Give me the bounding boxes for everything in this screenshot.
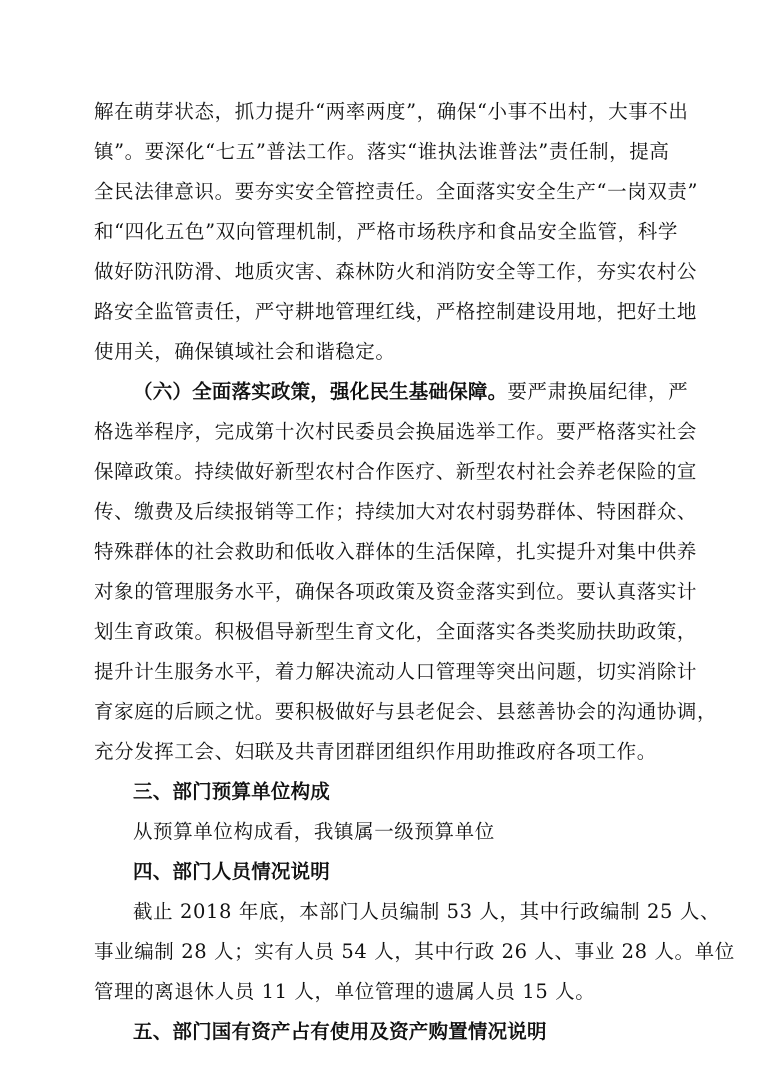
paragraph-line: 使用关，确保镇域社会和谐稳定。	[94, 340, 396, 363]
section-3-body: 从预算单位构成看，我镇属一级预算单位	[133, 820, 495, 843]
paragraph-line: 对象的管理服务水平，确保各项政策及资金落实到位。要认真落实计	[94, 580, 698, 603]
section-6-heading: （六）全面落实政策，强化民生基础保障。	[133, 380, 508, 403]
paragraph-line: 路安全监管责任，严守耕地管理红线，严格控制建设用地，把好土地	[94, 300, 698, 323]
paragraph-line: 解在萌芽状态，抓力提升“两率两度”，确保“小事不出村，大事不出	[94, 100, 689, 123]
paragraph-line: 育家庭的后顾之忧。要积极做好与县老促会、县慈善协会的沟通协调，	[94, 700, 718, 723]
section-6-first-line	[133, 377, 733, 407]
paragraph-line: 保障政策。持续做好新型农村合作医疗、新型农村社会养老保险的宣	[94, 460, 698, 483]
paragraph-line: 事业编制 28 人；实有人员 54 人，其中行政 26 人、事业 28 人。单位	[94, 940, 735, 963]
paragraph-line: 全民法律意识。要夯实安全管控责任。全面落实安全生产“一岗双责”	[94, 180, 699, 203]
paragraph-line: 提升计生服务水平，着力解决流动人口管理等突出问题，切实消除计	[94, 660, 698, 683]
paragraph-line: 做好防汛防滑、地质灾害、森林防火和消防安全等工作，夯实农村公	[94, 260, 698, 283]
paragraph-line: 管理的离退休人员 11 人，单位管理的遗属人员 15 人。	[94, 980, 596, 1003]
paragraph-line: 传、缴费及后续报销等工作；持续加大对农村弱势群体、特困群众、	[94, 500, 698, 523]
paragraph-line: 充分发挥工会、妇联及共青团群团组织作用助推政府各项工作。	[94, 740, 657, 763]
paragraph-line: 格选举程序，完成第十次村民委员会换届选举工作。要严格落实社会	[94, 420, 698, 443]
paragraph-line: 划生育政策。积极倡导新型生育文化，全面落实各类奖励扶助政策，	[94, 620, 698, 643]
paragraph-line: 截止 2018 年底，本部门人员编制 53 人，其中行政编制 25 人、	[133, 900, 721, 923]
section-5-heading: 五、部门国有资产占有使用及资产购置情况说明	[133, 1020, 547, 1043]
paragraph-line: 和“四化五色”双向管理机制，严格市场秩序和食品安全监管，科学	[94, 220, 678, 243]
section-6-first-line-text: 要严肃换届纪律，严	[507, 380, 689, 403]
section-4-heading: 四、部门人员情况说明	[133, 860, 331, 883]
paragraph-line: 特殊群体的社会救助和低收入群体的生活保障，扎实提升对集中供养	[94, 540, 698, 563]
paragraph-line: 镇”。要深化“七五”普法工作。落实“谁执法谁普法”责任制，提高	[94, 140, 670, 163]
section-3-heading: 三、部门预算单位构成	[133, 780, 331, 803]
